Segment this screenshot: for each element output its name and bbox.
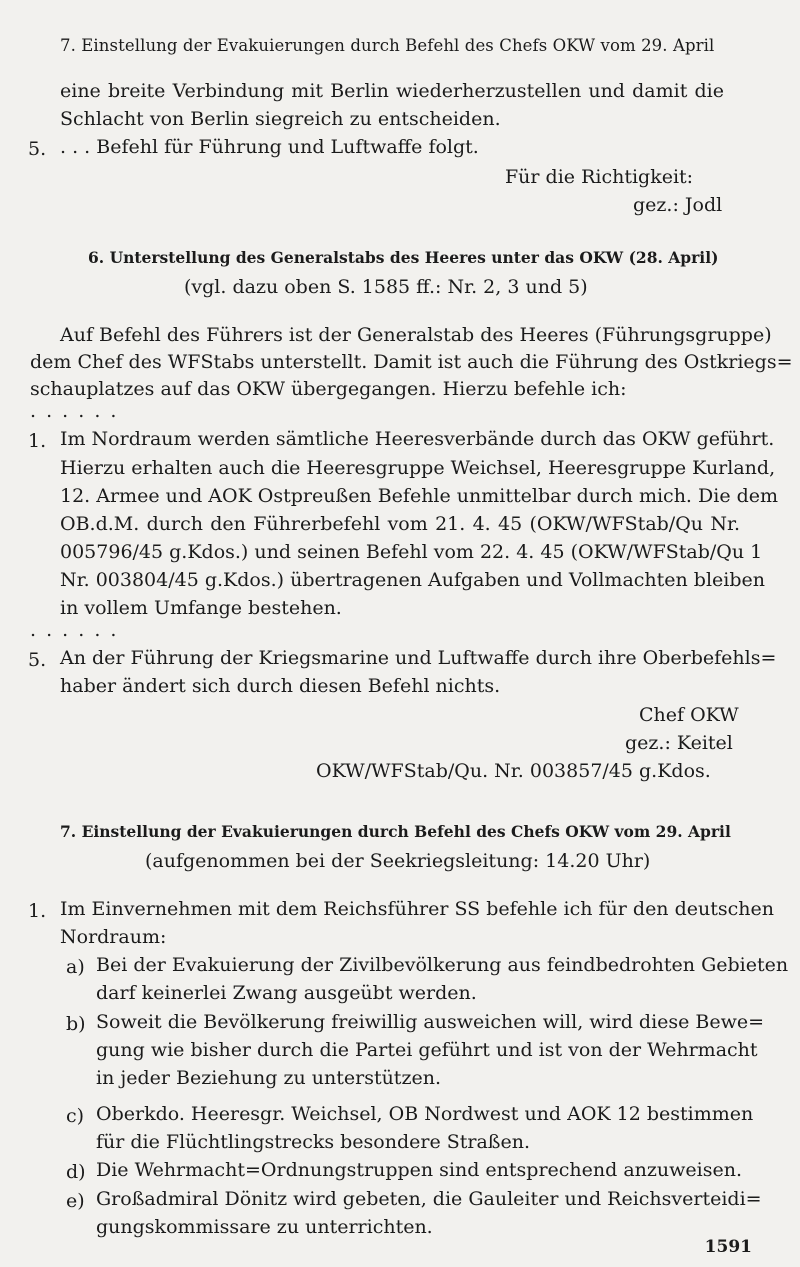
body-line: Auf Befehl des Führers ist der Generalstab des Heeres (Führungsgruppe) (60, 324, 772, 346)
signature-title: Chef OKW (639, 704, 739, 726)
body-line: haber ändert sich durch diesen Befehl nichts. (60, 675, 501, 697)
body-line: Hierzu erhalten auch die Heeresgruppe Weichsel, Heeresgruppe Kurland, (60, 457, 776, 479)
subitem-label: e) (66, 1190, 85, 1212)
subitem-label: b) (66, 1013, 86, 1035)
body-line: Großadmiral Dönitz wird gebeten, die Gauleiter und Reichsverteidi= (96, 1188, 762, 1210)
body-line: 005796/45 g.Kdos.) und seinen Befehl vom 22. 4. 45 (OKW/WFStab/Qu 1 (60, 541, 763, 563)
body-line: Bei der Evakuierung der Zivilbevölkerung aus feindbedrohten Gebieten (96, 954, 789, 976)
body-line: Im Nordraum werden sämtliche Heeresverbände durch das OKW geführt. (60, 428, 775, 450)
item-number: 1. (28, 430, 47, 452)
subitem-label: d) (66, 1161, 86, 1183)
signature: gez.: Jodl (633, 194, 723, 216)
body-line: gungskommissare zu unterrichten. (96, 1216, 433, 1238)
body-line: in jeder Beziehung zu unterstützen. (96, 1067, 441, 1089)
section-heading: 6. Unterstellung des Generalstabs des Heeres unter das OKW (28. April) (88, 248, 719, 267)
ellipsis: . . . . . . (30, 400, 119, 422)
body-line: Schlacht von Berlin siegreich zu entscheiden. (60, 108, 501, 130)
body-line: An der Führung der Kriegsmarine und Luftwaffe durch ihre Oberbefehls= (60, 647, 777, 669)
section-reference: (vgl. dazu oben S. 1585 ff.: Nr. 2, 3 und 5) (184, 276, 588, 298)
body-line: für die Flüchtlingstrecks besondere Straßen. (96, 1131, 531, 1153)
body-line: 12. Armee und AOK Ostpreußen Befehle unmittelbar durch mich. Die dem (60, 485, 779, 507)
body-line: dem Chef des WFStabs unterstellt. Damit ist auch die Führung des Ostkriegs= (30, 351, 793, 373)
body-line: Die Wehrmacht=Ordnungstruppen sind entsprechend anzuweisen. (96, 1159, 743, 1181)
body-line: in vollem Umfange bestehen. (60, 597, 342, 619)
body-line: OB.d.M. durch den Führerbefehl vom 21. 4. 45 (OKW/WFStab/Qu Nr. (60, 513, 740, 535)
body-line: Nr. 003804/45 g.Kdos.) übertragenen Aufgaben und Vollmachten bleiben (60, 569, 766, 591)
body-line: eine breite Verbindung mit Berlin wiederherzustellen und damit die (60, 80, 724, 102)
item-number: 1. (28, 900, 47, 922)
section-subheading: (aufgenommen bei der Seekriegsleitung: 14.20 Uhr) (145, 850, 651, 872)
item-number: 5. (28, 138, 47, 160)
signature: gez.: Keitel (625, 732, 733, 754)
body-line: . . . Befehl für Führung und Luftwaffe folgt. (60, 136, 479, 158)
subitem-label: c) (66, 1105, 85, 1127)
page-number: 1591 (704, 1237, 752, 1257)
reference-number: OKW/WFStab/Qu. Nr. 003857/45 g.Kdos. (316, 760, 711, 782)
item-number: 5. (28, 649, 47, 671)
section-heading: 7. Einstellung der Evakuierungen durch Befehl des Chefs OKW vom 29. April (60, 822, 731, 841)
subitem-label: a) (66, 956, 85, 978)
attestation: Für die Richtigkeit: (505, 166, 694, 188)
body-line: schauplatzes auf das OKW übergegangen. Hierzu befehle ich: (30, 378, 627, 400)
body-line: Im Einvernehmen mit dem Reichsführer SS befehle ich für den deutschen (60, 898, 774, 920)
body-line: Nordraum: (60, 926, 167, 948)
body-line: Oberkdo. Heeresgr. Weichsel, OB Nordwest und AOK 12 bestimmen (96, 1103, 754, 1125)
body-line: Soweit die Bevölkerung freiwillig ausweichen will, wird diese Bewe= (96, 1011, 765, 1033)
running-head: 7. Einstellung der Evakuierungen durch Befehl des Chefs OKW vom 29. April (60, 36, 715, 55)
body-line: darf keinerlei Zwang ausgeübt werden. (96, 982, 477, 1004)
body-line: gung wie bisher durch die Partei geführt und ist von der Wehrmacht (96, 1039, 758, 1061)
ellipsis: . . . . . . (30, 619, 119, 641)
